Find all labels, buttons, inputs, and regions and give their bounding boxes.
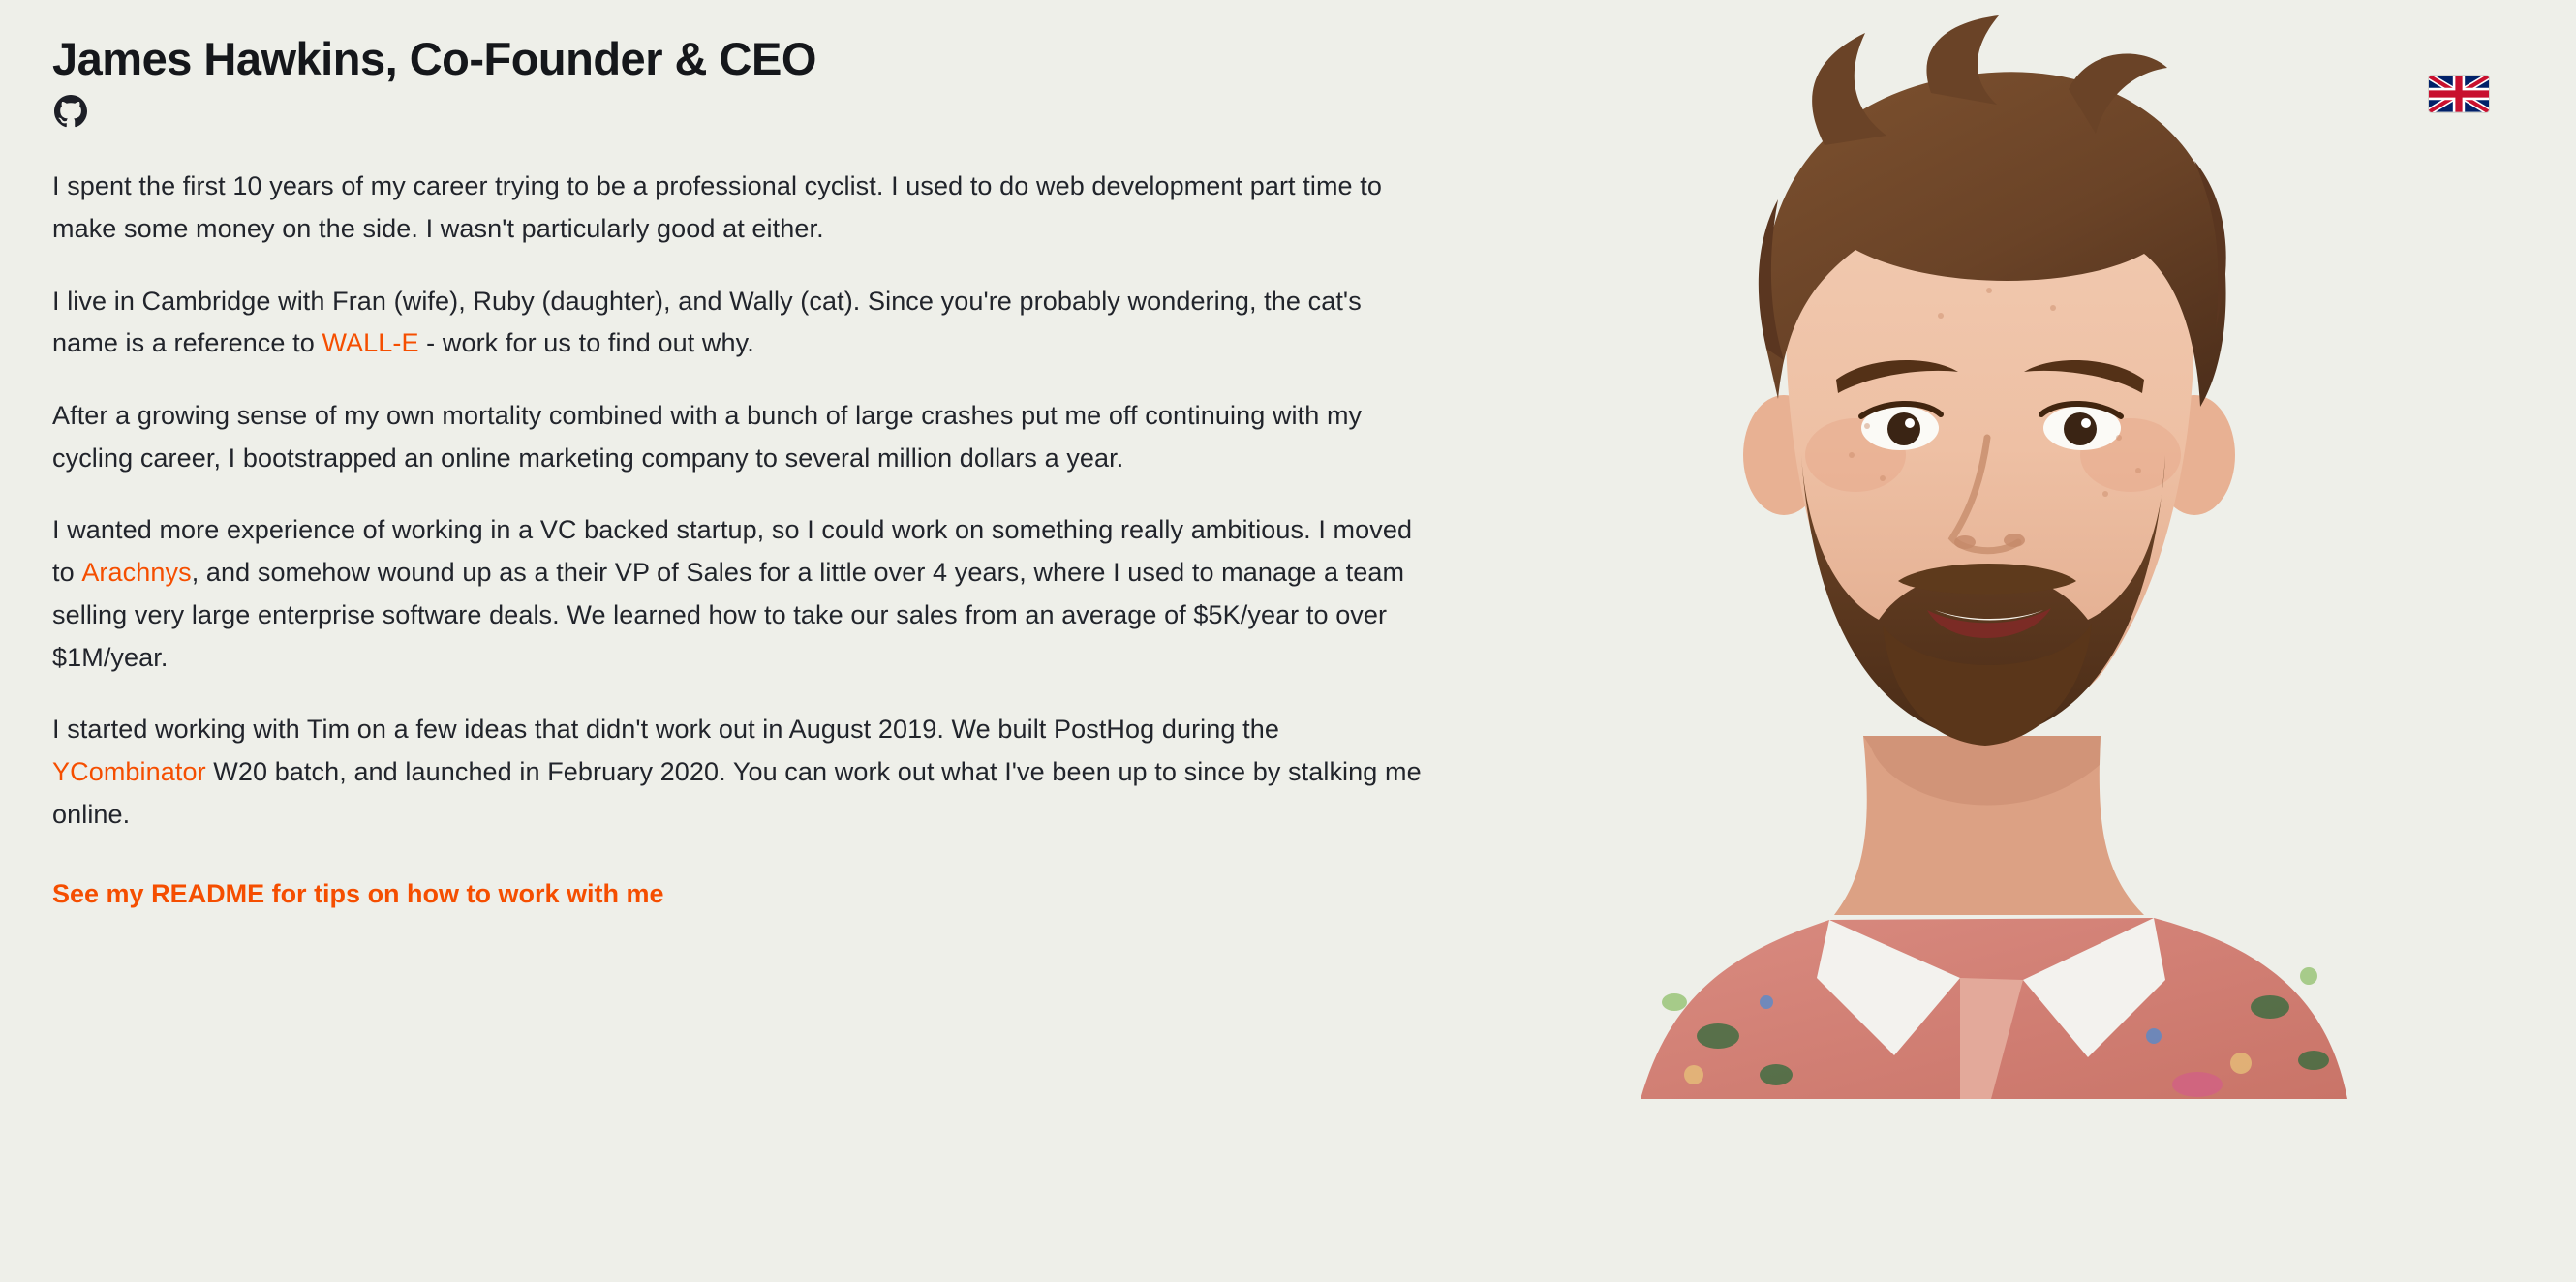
- paragraph-text: I wanted more experience of working in a VC backed startup, so I could work on something really ambitious. I moved to: [52, 515, 1413, 588]
- wall-e-link[interactable]: WALL-E: [322, 328, 419, 358]
- readme-link[interactable]: See my README for tips on how to work with me: [52, 878, 664, 908]
- paragraph-text: I started working with Tim on a few ideas that didn't work out in August 2019. We built PostHog during the: [52, 715, 1279, 745]
- uk-flag-icon: [2429, 76, 2489, 112]
- social-links: [54, 95, 1427, 133]
- bio-paragraph: [52, 281, 1427, 365]
- paragraph-text: After a growing sense of my own mortality combined with a bunch of large crashes put me off continuing with my cycling career, I bootstrapped an online marketing company to several million dollars a year.: [52, 400, 1363, 473]
- ycombinator-link[interactable]: YCombinator: [52, 757, 206, 787]
- github-icon[interactable]: [54, 95, 87, 133]
- bio-paragraph: [52, 166, 1427, 250]
- portrait-container: [1476, 0, 2502, 1099]
- arachnys-link[interactable]: Arachnys: [81, 558, 192, 588]
- bio-paragraph: [52, 509, 1427, 679]
- paragraph-text: W20 batch, and launched in February 2020. You can work out what I've been up to since by stalking me online.: [52, 757, 1422, 829]
- james-hawkins-portrait: [1476, 0, 2502, 1099]
- page-title: James Hawkins, Co-Founder & CEO: [52, 33, 816, 84]
- bio-paragraph: [52, 709, 1427, 836]
- bio-content: [52, 33, 1427, 913]
- paragraph-text: I live in Cambridge with Fran (wife), Ruby (daughter), and Wally (cat). Since you're probably wondering, the cat's name is a reference to: [52, 286, 1362, 358]
- paragraph-text: , and somehow wound up as a their VP of Sales for a little over 4 years, where I used to manage a team selling very large enterprise software deals. We learned how to take our sales from an average of $5K/year to over $1M/year.: [52, 558, 1405, 672]
- paragraph-text: I spent the first 10 years of my career trying to be a professional cyclist. I used to do web development part time to make some money on the side. I wasn't particularly good at either.: [52, 171, 1382, 243]
- paragraph-text: - work for us to find out why.: [418, 328, 754, 358]
- bio-paragraph: [52, 395, 1427, 479]
